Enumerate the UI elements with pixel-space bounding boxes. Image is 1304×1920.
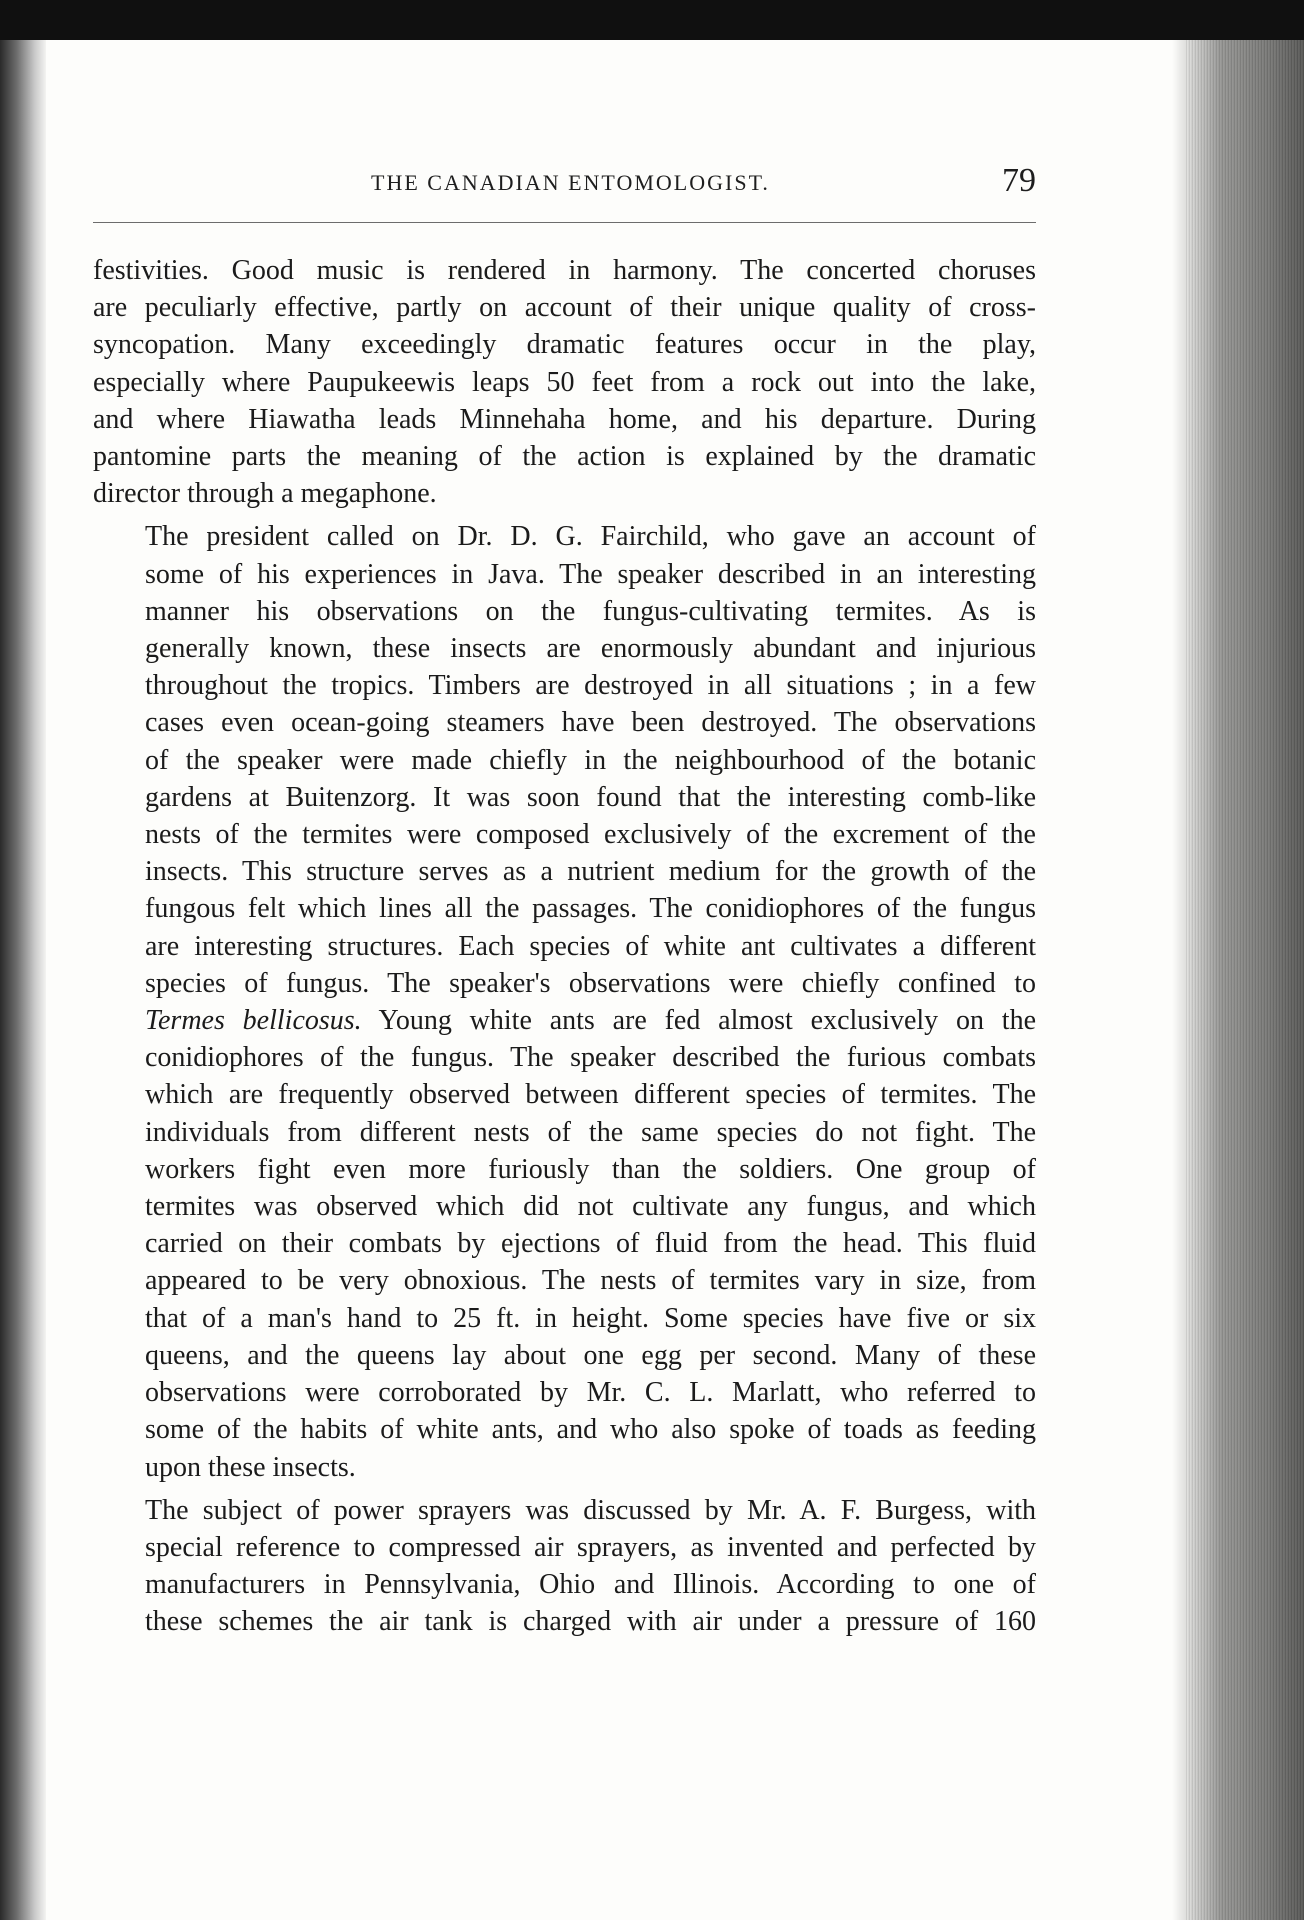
- text-line: of the speaker were made chiefly in the neighbourhood of the botanic: [145, 744, 1036, 776]
- paragraph: [93, 518, 1036, 1485]
- text-line: The subject of power sprayers was discussed by Mr. A. F. Burgess, with: [145, 1494, 1036, 1526]
- text-line: The president called on Dr. D. G. Fairchild, who gave an account of: [145, 521, 1036, 553]
- text-line: generally known, these insects are enormously abundant and injurious: [145, 633, 1036, 665]
- text-line: are peculiarly effective, partly on account of their unique quality of cross-: [93, 292, 1036, 324]
- text-line: pantomine parts the meaning of the action is explained by the dramatic: [93, 441, 1036, 473]
- page-number: 79: [1002, 162, 1036, 199]
- text-line: workers fight even more furiously than the soldiers. One group of: [145, 1153, 1036, 1185]
- paragraph: [93, 1492, 1036, 1641]
- text-line: species of fungus. The speaker's observations were chiefly confined to: [145, 967, 1036, 999]
- text-line: special reference to compressed air sprayers, as invented and perfected by: [145, 1531, 1036, 1563]
- text-line: fungous felt which lines all the passages. The conidiophores of the fungus: [145, 893, 1036, 925]
- paragraph: [93, 252, 1036, 512]
- text-line: individuals from different nests of the same species do not fight. The: [145, 1116, 1036, 1148]
- text-line-with-italic: [93, 1002, 1036, 1039]
- text-segment: Young white ants are fed almost exclusively on the: [378, 1005, 1036, 1037]
- text-line: manner his observations on the fungus-cultivating termites. As is: [145, 595, 1036, 627]
- page-header: [93, 162, 1036, 212]
- text-line: some of the habits of white ants, and who also spoke of toads as feeding: [145, 1414, 1036, 1446]
- text-line: queens, and the queens lay about one egg per second. Many of these: [145, 1339, 1036, 1371]
- text-line: these schemes the air tank is charged with air under a pressure of 160: [145, 1606, 1036, 1638]
- text-line: cases even ocean-going steamers have been destroyed. The observations: [145, 707, 1036, 739]
- text-line: observations were corroborated by Mr. C. L. Marlatt, who referred to: [145, 1377, 1036, 1409]
- article-body: [93, 252, 1036, 1641]
- text-line: gardens at Buitenzorg. It was soon found that the interesting comb-like: [145, 781, 1036, 813]
- page-block-edge: [1186, 40, 1304, 1920]
- text-line: conidiophores of the fungus. The speaker described the furious combats: [145, 1042, 1036, 1074]
- page-edge-shadow: [1172, 40, 1186, 1920]
- text-line: manufacturers in Pennsylvania, Ohio and Illinois. According to one of: [145, 1569, 1036, 1601]
- text-line: especially where Paupukeewis leaps 50 feet from a rock out into the lake,: [93, 366, 1036, 398]
- text-line: director through a megaphone.: [93, 478, 437, 510]
- text-line: upon these insects.: [145, 1451, 356, 1483]
- header-rule: [93, 222, 1036, 223]
- text-line: which are frequently observed between different species of termites. The: [145, 1079, 1036, 1111]
- running-head: THE CANADIAN ENTOMOLOGIST.: [371, 170, 770, 195]
- text-line: and where Hiawatha leads Minnehaha home, and his departure. During: [93, 403, 1036, 435]
- species-name: Termes bellicosus.: [145, 1005, 362, 1037]
- text-line: festivities. Good music is rendered in harmony. The concerted choruses: [93, 255, 1036, 286]
- text-line: carried on their combats by ejections of fluid from the head. This fluid: [145, 1228, 1036, 1260]
- text-line: some of his experiences in Java. The speaker described in an interesting: [145, 558, 1036, 590]
- text-line: syncopation. Many exceedingly dramatic features occur in the play,: [93, 329, 1036, 361]
- text-line: that of a man's hand to 25 ft. in height. Some species have five or six: [145, 1302, 1036, 1334]
- text-line: nests of the termites were composed exclusively of the excrement of the: [145, 819, 1036, 851]
- text-line: are interesting structures. Each species of white ant cultivates a different: [145, 930, 1036, 962]
- binding-shadow: [0, 40, 46, 1920]
- text-line: termites was observed which did not cultivate any fungus, and which: [145, 1191, 1036, 1223]
- text-line: insects. This structure serves as a nutrient medium for the growth of the: [145, 856, 1036, 888]
- text-line: throughout the tropics. Timbers are destroyed in all situations ; in a few: [145, 670, 1036, 702]
- text-line: appeared to be very obnoxious. The nests of termites vary in size, from: [145, 1265, 1036, 1297]
